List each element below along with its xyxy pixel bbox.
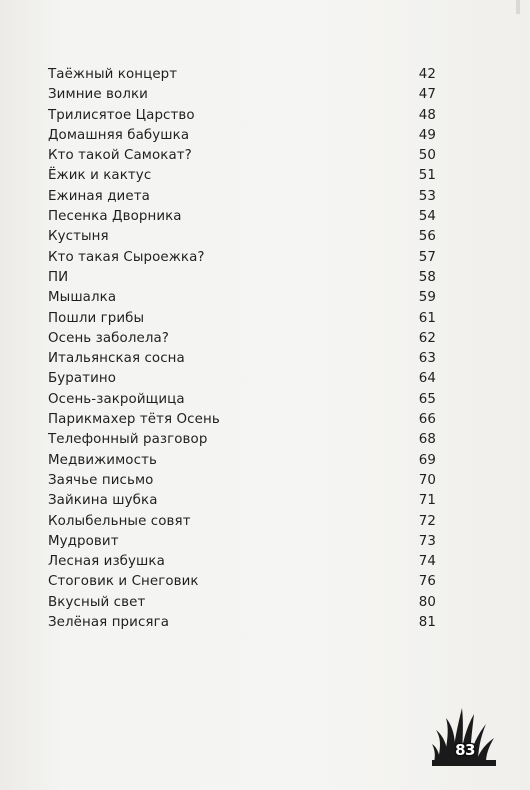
toc-entry — [48, 534, 436, 554]
toc-entry — [48, 595, 436, 615]
toc-entry — [48, 473, 436, 493]
toc-entry-title: Таёжный концерт — [48, 67, 178, 82]
toc-entry-title: Зелёная присяга — [48, 615, 170, 631]
toc-entry-title: Трилисятое Царство — [48, 107, 195, 123]
toc-entry-title: Песенка Дворника — [48, 209, 182, 225]
toc-entry — [48, 392, 436, 412]
toc-entry-title: Кустыня — [48, 229, 109, 245]
toc-entry-page: 59 — [418, 290, 436, 306]
toc-entry-page: 54 — [418, 209, 436, 225]
toc-entry — [48, 371, 436, 391]
toc-entry-page: 56 — [418, 229, 436, 245]
toc-entry-title: Телефонный разговор — [48, 432, 208, 448]
toc-entry — [48, 290, 436, 310]
toc-entry — [48, 229, 436, 249]
toc-entry — [48, 189, 436, 209]
toc-entry-title: Осень-закройщица — [48, 391, 185, 407]
toc-entry — [48, 514, 436, 534]
toc-entry-title: Мышалка — [48, 290, 117, 306]
toc-entry-page: 58 — [418, 269, 436, 285]
toc-entry-title: Вкусный свет — [48, 594, 146, 610]
toc-entry-page: 68 — [418, 432, 436, 448]
toc-entry-title: Зайкина шубка — [48, 493, 158, 509]
toc-entry-page: 63 — [418, 351, 436, 367]
toc-entry-page: 50 — [418, 148, 436, 164]
toc-entry-page: 66 — [418, 412, 436, 428]
toc-entry — [48, 148, 436, 168]
toc-entry-page: 80 — [418, 594, 436, 610]
toc-entry — [48, 432, 436, 452]
toc-entry-page: 48 — [418, 107, 436, 123]
toc-entry-page: 51 — [418, 168, 436, 184]
toc-entry-page: 70 — [418, 472, 436, 488]
toc-entry-title: Лесная избушка — [48, 554, 165, 570]
toc-entry — [48, 209, 436, 229]
toc-entry — [48, 67, 436, 87]
toc-entry — [48, 574, 436, 594]
toc-entry-page: 76 — [418, 574, 436, 590]
toc-entry-title: Медвижимость — [48, 452, 157, 468]
page-edge-mark — [516, 0, 520, 14]
toc-entry-title: Итальянская сосна — [48, 351, 185, 367]
toc-entry — [48, 108, 436, 128]
toc-entry — [48, 493, 436, 513]
page-number-ornament — [432, 700, 496, 766]
toc-entry-page: 49 — [418, 127, 436, 143]
toc-entry — [48, 128, 436, 148]
toc-entry-page: 71 — [418, 493, 436, 509]
toc-entry-page: 72 — [418, 513, 436, 529]
toc-entry — [48, 311, 436, 331]
toc-entry-page: 64 — [418, 371, 436, 387]
toc-entry-title: Кто такая Сыроежка? — [48, 249, 205, 265]
toc-entry-page: 65 — [418, 391, 436, 407]
toc-entry — [48, 351, 436, 371]
toc-entry-page: 73 — [418, 533, 436, 549]
table-of-contents — [48, 67, 436, 635]
toc-entry — [48, 554, 436, 574]
toc-entry-title: Осень заболела? — [48, 330, 169, 346]
page-number: 83 — [455, 741, 475, 759]
toc-entry-title: Домашняя бабушка — [48, 127, 190, 143]
toc-entry — [48, 412, 436, 432]
toc-entry — [48, 87, 436, 107]
toc-entry — [48, 168, 436, 188]
toc-entry-page: 42 — [418, 67, 436, 82]
toc-entry-title: Пошли грибы — [48, 310, 145, 326]
toc-entry — [48, 331, 436, 351]
toc-entry-title: Парикмахер тётя Осень — [48, 412, 220, 428]
toc-entry-page: 57 — [418, 249, 436, 265]
toc-entry-page: 61 — [418, 310, 436, 326]
toc-entry-title: Ежиная диета — [48, 188, 150, 204]
toc-entry-page: 69 — [418, 452, 436, 468]
toc-entry-title: Зимние волки — [48, 87, 148, 103]
toc-entry — [48, 453, 436, 473]
toc-entry-title: Кто такой Самокат? — [48, 148, 192, 164]
toc-entry-title: Буратино — [48, 371, 117, 387]
toc-entry-title: Стоговик и Снеговик — [48, 574, 199, 590]
toc-entry-title: Ёжик и кактус — [48, 168, 152, 184]
toc-entry-page: 74 — [418, 554, 436, 570]
toc-entry-page: 62 — [418, 330, 436, 346]
toc-entry — [48, 270, 436, 290]
toc-entry — [48, 250, 436, 270]
toc-entry — [48, 615, 436, 635]
toc-entry-title: ПИ — [48, 269, 69, 285]
toc-entry-page: 47 — [418, 87, 436, 103]
toc-entry-page: 53 — [418, 188, 436, 204]
toc-entry-title: Колыбельные совят — [48, 513, 191, 529]
toc-entry-title: Мудровит — [48, 533, 119, 549]
toc-entry-page: 81 — [418, 615, 436, 631]
toc-entry-title: Заячье письмо — [48, 472, 154, 488]
